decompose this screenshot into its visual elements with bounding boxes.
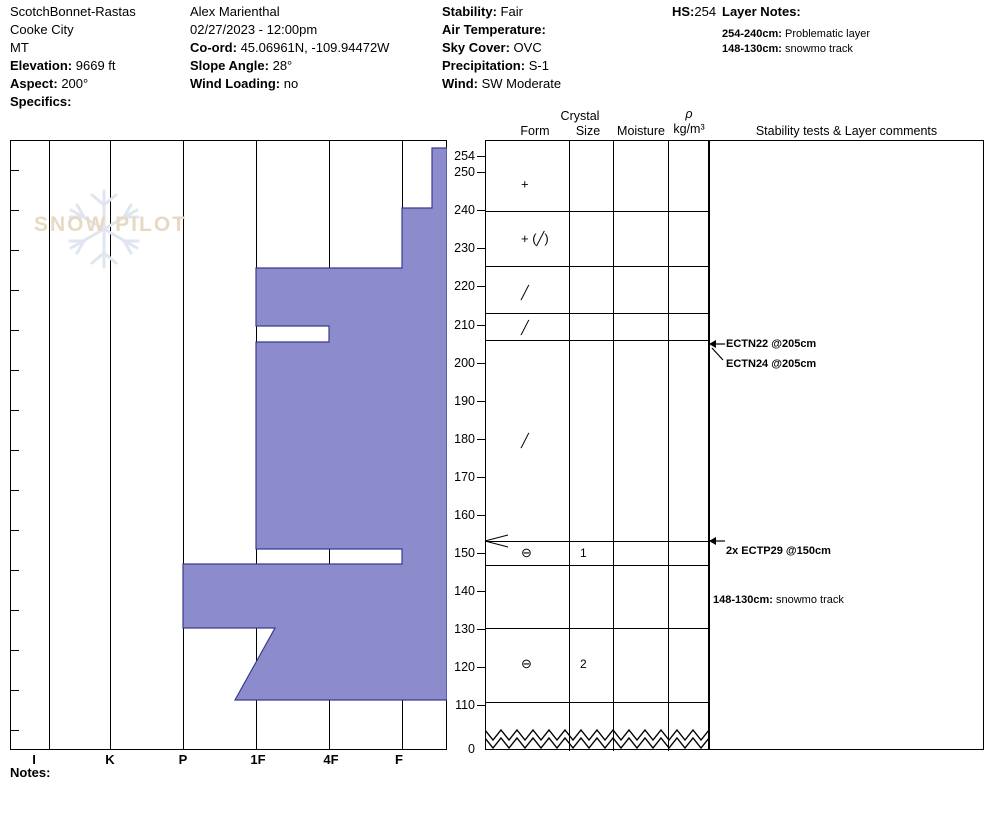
grain-form-symbol: ╱: [521, 285, 529, 300]
header-observer-column: [190, 3, 438, 93]
stability-comments-area: [709, 140, 984, 750]
layer-boundary-222: [485, 266, 709, 267]
stability-test-comment: ECTN22 @205cm: [726, 338, 817, 350]
precipitation-value: S-1: [528, 58, 549, 73]
watermark-text: SNOW PILOT: [34, 213, 187, 236]
site-name: ScotchBonnet-Rastas: [10, 4, 136, 19]
header-layer-notes-column: [722, 3, 987, 57]
notes-label: Notes:: [10, 765, 51, 780]
column-header-size: Size: [575, 124, 601, 138]
hs-row: [672, 3, 720, 21]
depth-tick-240: 240: [454, 203, 475, 217]
layer-comment-text: snowmo track: [776, 594, 844, 606]
sky-cover-row: [442, 39, 672, 57]
depth-tick-190: 190: [454, 394, 475, 408]
wind-loading-label: Wind Loading:: [190, 76, 281, 91]
profile-header: [0, 0, 994, 118]
hardness-label-F: F: [395, 752, 403, 767]
grain-form-symbol: ╱: [521, 320, 529, 335]
aspect-row: [10, 75, 185, 93]
header-hs-column: [672, 3, 720, 21]
coord-value: 45.06961N, -109.94472W: [240, 40, 390, 55]
aspect-value: 200°: [61, 76, 89, 91]
column-header-stability: Stability tests & Layer comments: [755, 124, 938, 138]
sky-cover-value: OVC: [513, 40, 542, 55]
layer-boundary-130: [485, 628, 709, 629]
stability-label: Stability:: [442, 4, 497, 19]
precipitation-row: [442, 57, 672, 75]
layer-note-text: snowmo track: [785, 43, 853, 55]
layer-boundary-211: [485, 313, 709, 314]
column-header-moisture: Moisture: [617, 124, 665, 138]
grain-form-symbol: ╱: [521, 433, 529, 448]
wind-value: SW Moderate: [481, 76, 562, 91]
depth-tick-250: 250: [454, 165, 475, 179]
column-header-density-units: kg/m³: [673, 122, 705, 136]
depth-tick-0: 0: [468, 742, 475, 756]
specifics-label: Specifics:: [10, 94, 72, 109]
layer-note-range: 148-130cm:: [722, 43, 782, 55]
wind-loading-value: no: [283, 76, 299, 91]
layer-note-range: 254-240cm:: [722, 28, 782, 40]
grain-form-symbol: +: [521, 176, 529, 192]
stability-value: Fair: [500, 4, 523, 19]
stability-test-comment: 2x ECTP29 @150cm: [726, 545, 831, 557]
wind-row: [442, 75, 672, 93]
hardness-profile-shape: [10, 140, 447, 750]
layer-comment: [713, 594, 844, 606]
hardness-label-1F: 1F: [250, 752, 266, 767]
sky-cover-label: Sky Cover:: [442, 40, 510, 55]
hardness-label-4F: 4F: [323, 752, 339, 767]
slope-angle-value: 28°: [272, 58, 293, 73]
ground-zigzag: [485, 718, 709, 752]
slope-angle-row: [190, 57, 438, 75]
header-site-column: [10, 3, 185, 111]
air-temperature-row: [442, 21, 672, 39]
depth-tick-254: 254: [454, 149, 475, 163]
hardness-label-K: K: [105, 752, 115, 767]
grain-form-symbol: ⊖: [521, 656, 532, 671]
coord-row: [190, 39, 438, 57]
layer-notes-label: Layer Notes:: [722, 4, 801, 19]
grain-size-value: 2: [580, 657, 587, 671]
depth-tick-120: 120: [454, 660, 475, 674]
annotation-leader-lines: [440, 330, 730, 570]
depth-tick-200: 200: [454, 356, 475, 370]
stability-row: [442, 3, 672, 21]
grain-size-value: 1: [580, 546, 587, 560]
precipitation-label: Precipitation:: [442, 58, 526, 73]
depth-tick-140: 140: [454, 584, 475, 598]
depth-tick-160: 160: [454, 508, 475, 522]
depth-tick-210: 210: [454, 318, 475, 332]
site-state: MT: [10, 40, 29, 55]
wind-loading-row: [190, 75, 438, 93]
layer-note-item: [722, 42, 987, 57]
layer-note-item: [722, 27, 987, 42]
hardness-label-P: P: [178, 752, 188, 767]
wind-label: Wind:: [442, 76, 478, 91]
observation-datetime: 02/27/2023 - 12:00pm: [190, 22, 318, 37]
layer-comment-range: 148-130cm:: [713, 594, 773, 606]
stability-test-comment: ECTN24 @205cm: [726, 358, 817, 370]
column-header-form: Form: [520, 124, 550, 138]
layer-boundary-240: [485, 211, 709, 212]
depth-tick-230: 230: [454, 241, 475, 255]
depth-tick-130: 130: [454, 622, 475, 636]
grain-form-symbol: + (╱): [521, 231, 549, 246]
elevation-row: [10, 57, 185, 75]
depth-tick-110: 110: [455, 698, 475, 712]
depth-tick-150: 150: [454, 546, 475, 560]
column-header-crystal: Crystal: [560, 109, 600, 123]
specifics-row: [10, 93, 185, 111]
hardness-label-I: I: [32, 752, 36, 767]
layer-note-text: Problematic layer: [785, 28, 870, 40]
column-header-density-symbol: ρ: [685, 107, 693, 121]
elevation-label: Elevation:: [10, 58, 73, 73]
hs-value: 254: [694, 4, 717, 19]
hs-label: HS:: [672, 4, 695, 19]
elevation-value: 9669 ft: [75, 58, 116, 73]
depth-tick-170: 170: [454, 470, 475, 484]
coord-label: Co-ord:: [190, 40, 237, 55]
site-location: Cooke City: [10, 22, 74, 37]
depth-tick-220: 220: [454, 279, 475, 293]
aspect-label: Aspect:: [10, 76, 58, 91]
slope-angle-label: Slope Angle:: [190, 58, 269, 73]
air-temperature-label: Air Temperature:: [442, 22, 546, 37]
layer-boundary-110: [485, 702, 709, 703]
header-weather-column: [442, 3, 672, 93]
observer-name: Alex Marienthal: [190, 4, 280, 19]
grain-form-symbol: ⊖: [521, 545, 532, 560]
depth-tick-180: 180: [454, 432, 475, 446]
